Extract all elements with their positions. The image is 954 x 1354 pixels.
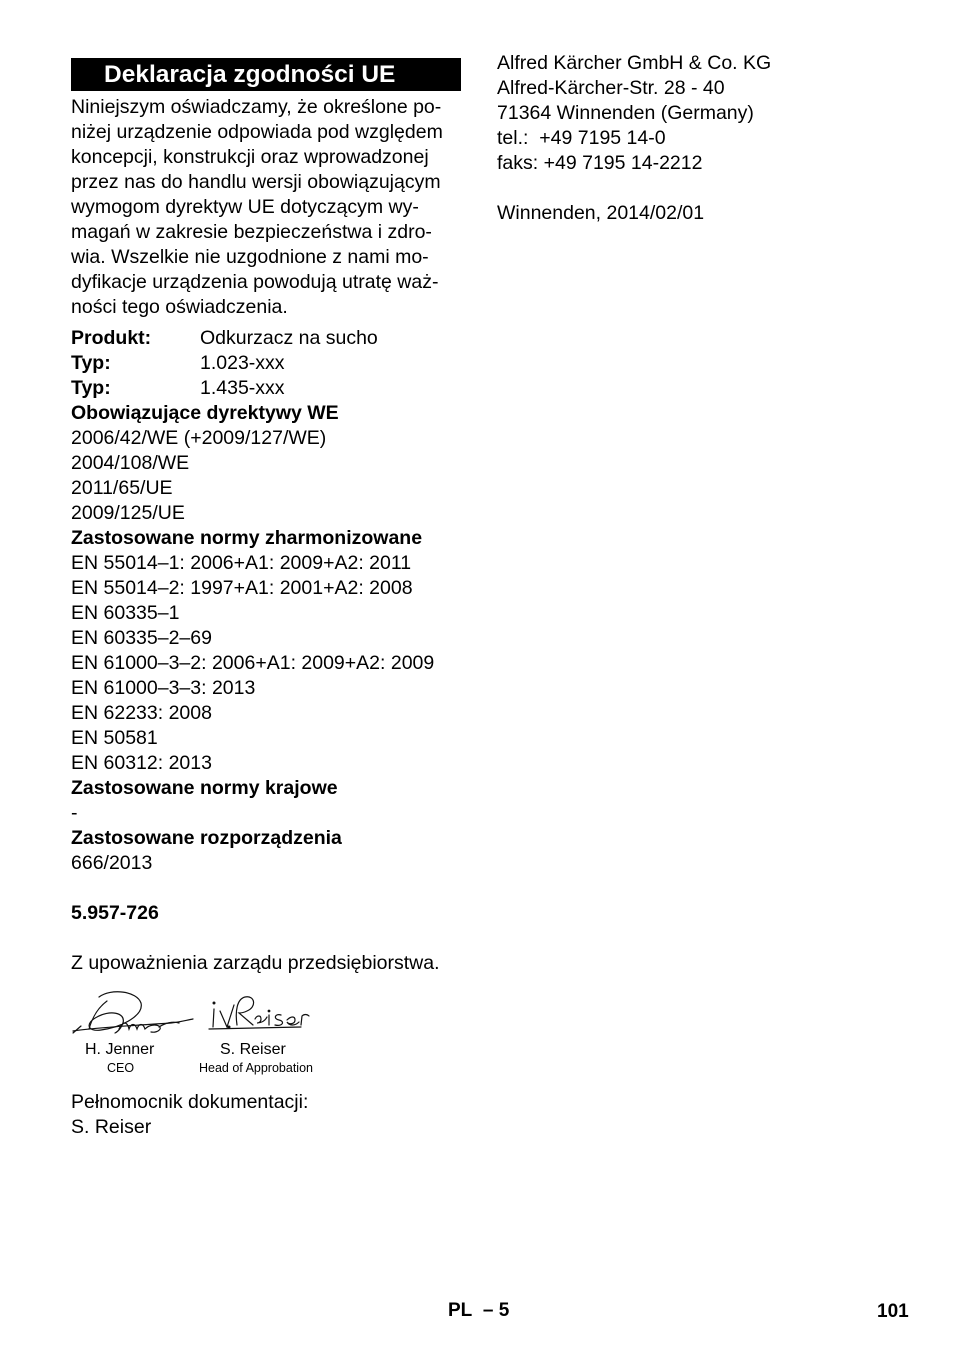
intro-line: przez nas do handlu wersji obowiązującym xyxy=(71,171,441,193)
intro-paragraph xyxy=(71,95,461,320)
harmonized-standards-section xyxy=(71,526,461,776)
national-heading: Zastosowane normy krajowe xyxy=(71,777,338,799)
product-value: Odkurzacz na sucho xyxy=(200,327,378,349)
signatures-block xyxy=(71,989,461,1081)
place-date: Winnenden, 2014/02/01 xyxy=(497,202,705,224)
standard-item: EN 55014–1: 2006+A1: 2009+A2: 2011 xyxy=(71,552,412,574)
standard-item: EN 50581 xyxy=(71,727,158,749)
page-title: Deklaracja zgodności UE xyxy=(71,58,461,91)
signature-jenner xyxy=(73,992,193,1033)
document-number: 5.957-726 xyxy=(71,902,159,924)
type-label: Typ: xyxy=(71,352,111,374)
intro-line: wia. Wszelkie nie uzgodnione z nami mo- xyxy=(71,246,429,268)
signatory-role: Head of Approbation xyxy=(199,1061,313,1075)
standard-item: EN 60335–2–69 xyxy=(71,627,212,649)
page-number: 101 xyxy=(877,1301,909,1322)
standard-item: EN 61000–3–3: 2013 xyxy=(71,677,256,699)
standard-item: EN 60312: 2013 xyxy=(71,752,212,774)
intro-line: koncepcji, konstrukcji oraz wprowadzonej xyxy=(71,146,429,168)
directives-heading: Obowiązujące dyrektywy WE xyxy=(71,402,339,424)
standard-item: EN 60335–1 xyxy=(71,602,180,624)
signatory-role: CEO xyxy=(107,1061,135,1075)
company-line: tel.: +49 7195 14-0 xyxy=(497,127,666,149)
signatory-name: S. Reiser xyxy=(220,1041,286,1058)
type-label: Typ: xyxy=(71,377,111,399)
company-line: Alfred Kärcher GmbH & Co. KG xyxy=(497,52,772,74)
type-value: 1.023-xxx xyxy=(200,352,285,374)
declaration-column xyxy=(71,58,461,1140)
directive-item: 2006/42/WE (+2009/127/WE) xyxy=(71,427,327,449)
product-row xyxy=(71,326,461,351)
intro-line: ności tego oświadczenia. xyxy=(71,296,288,318)
intro-line: magań w zakresie bezpieczeństwa i zdro- xyxy=(71,221,432,243)
intro-line: Niniejszym oświadczamy, że określone po- xyxy=(71,96,442,118)
type-value: 1.435-xxx xyxy=(200,377,285,399)
standard-item: EN 62233: 2008 xyxy=(71,702,212,724)
national-item: - xyxy=(71,802,78,824)
intro-line: dyfikacje urządzenia powodują utratę waż- xyxy=(71,271,439,293)
company-line: 71364 Winnenden (Germany) xyxy=(497,102,754,124)
footer-lang-code: PL xyxy=(448,1300,473,1321)
standard-item: EN 61000–3–2: 2006+A1: 2009+A2: 2009 xyxy=(71,652,435,674)
company-column xyxy=(497,51,897,226)
signatory-name: H. Jenner xyxy=(85,1041,155,1058)
directives-section xyxy=(71,401,461,526)
footer-local-page: – 5 xyxy=(482,1300,510,1321)
authorization-text: Z upoważnienia zarządu przedsiębiorstwa. xyxy=(71,952,440,974)
national-standards-section xyxy=(71,776,461,826)
intro-line: niżej urządzenie odpowiada pod względem xyxy=(71,121,443,143)
product-label: Produkt: xyxy=(71,327,152,349)
company-line: Alfred-Kärcher-Str. 28 - 40 xyxy=(497,77,725,99)
product-specs xyxy=(71,326,461,401)
company-line: faks: +49 7195 14-2212 xyxy=(497,152,703,174)
harmonized-heading: Zastosowane normy zharmonizowane xyxy=(71,527,423,549)
regulations-section xyxy=(71,826,461,876)
type-row xyxy=(71,376,461,401)
standard-item: EN 55014–2: 1997+A1: 2001+A2: 2008 xyxy=(71,577,413,599)
type-row xyxy=(71,351,461,376)
signature-reiser xyxy=(209,997,309,1029)
regulations-heading: Zastosowane rozporządzenia xyxy=(71,827,342,849)
directive-item: 2011/65/UE xyxy=(71,477,173,499)
intro-line: wymogom dyrektyw UE dotyczącym wy- xyxy=(71,196,419,218)
documentation-label: Pełnomocnik dokumentacji: xyxy=(71,1091,309,1113)
directive-item: 2004/108/WE xyxy=(71,452,190,474)
footer-language xyxy=(448,1298,509,1323)
regulation-item: 666/2013 xyxy=(71,852,153,874)
directive-item: 2009/125/UE xyxy=(71,502,185,524)
documentation-name: S. Reiser xyxy=(71,1116,152,1138)
